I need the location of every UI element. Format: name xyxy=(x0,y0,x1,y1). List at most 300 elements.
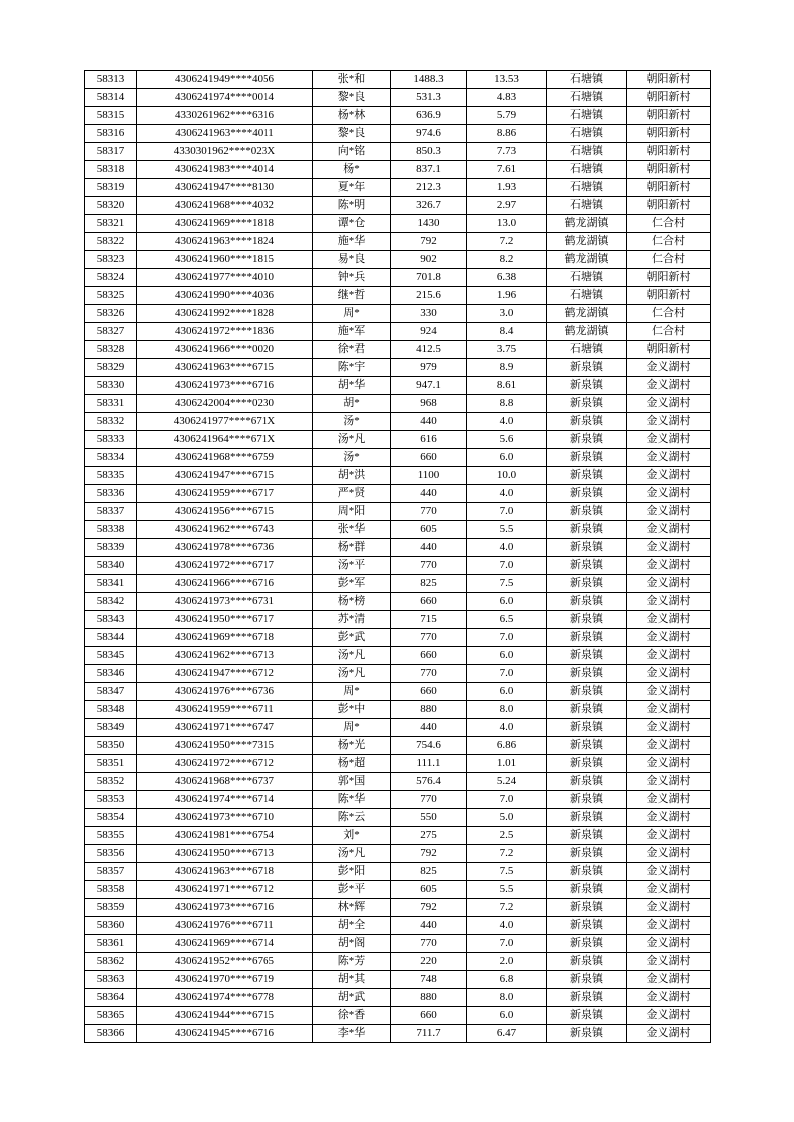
cell-rate: 7.0 xyxy=(467,791,547,809)
table-row xyxy=(85,647,711,665)
cell-rate: 4.83 xyxy=(467,89,547,107)
cell-village: 金义湖村 xyxy=(627,827,711,845)
cell-rate: 2.97 xyxy=(467,197,547,215)
cell-name: 徐*香 xyxy=(313,1007,391,1025)
cell-rate: 6.38 xyxy=(467,269,547,287)
cell-town: 石塘镇 xyxy=(547,179,627,197)
table-row xyxy=(85,395,711,413)
cell-village: 金义湖村 xyxy=(627,683,711,701)
cell-rate: 6.47 xyxy=(467,1025,547,1043)
cell-id: 4306241983****4014 xyxy=(137,161,313,179)
cell-amount: 792 xyxy=(391,845,467,863)
cell-amount: 412.5 xyxy=(391,341,467,359)
cell-amount: 792 xyxy=(391,233,467,251)
cell-id: 4306241947****6715 xyxy=(137,467,313,485)
cell-rate: 6.5 xyxy=(467,611,547,629)
cell-rate: 7.2 xyxy=(467,845,547,863)
cell-town: 新泉镇 xyxy=(547,701,627,719)
cell-amount: 974.6 xyxy=(391,125,467,143)
cell-village: 金义湖村 xyxy=(627,647,711,665)
cell-amount: 1430 xyxy=(391,215,467,233)
cell-seq: 58331 xyxy=(85,395,137,413)
cell-village: 仁合村 xyxy=(627,305,711,323)
data-table xyxy=(84,70,711,1043)
cell-village: 金义湖村 xyxy=(627,395,711,413)
cell-id: 4306241973****6716 xyxy=(137,899,313,917)
table-row xyxy=(85,593,711,611)
cell-rate: 4.0 xyxy=(467,539,547,557)
cell-id: 4306241964****671X xyxy=(137,431,313,449)
cell-name: 郭*国 xyxy=(313,773,391,791)
cell-seq: 58324 xyxy=(85,269,137,287)
cell-rate: 7.5 xyxy=(467,575,547,593)
cell-rate: 1.96 xyxy=(467,287,547,305)
cell-id: 4306241963****4011 xyxy=(137,125,313,143)
cell-amount: 701.8 xyxy=(391,269,467,287)
cell-seq: 58313 xyxy=(85,71,137,89)
cell-name: 汤* xyxy=(313,449,391,467)
cell-name: 胡* xyxy=(313,395,391,413)
cell-seq: 58330 xyxy=(85,377,137,395)
cell-town: 新泉镇 xyxy=(547,863,627,881)
table-row xyxy=(85,305,711,323)
table-row xyxy=(85,377,711,395)
cell-rate: 7.61 xyxy=(467,161,547,179)
cell-name: 刘* xyxy=(313,827,391,845)
cell-amount: 770 xyxy=(391,557,467,575)
cell-rate: 3.75 xyxy=(467,341,547,359)
cell-id: 4306241949****4056 xyxy=(137,71,313,89)
cell-seq: 58336 xyxy=(85,485,137,503)
cell-village: 金义湖村 xyxy=(627,1025,711,1043)
cell-name: 杨*林 xyxy=(313,107,391,125)
cell-village: 朝阳新村 xyxy=(627,125,711,143)
cell-rate: 6.0 xyxy=(467,1007,547,1025)
cell-town: 石塘镇 xyxy=(547,269,627,287)
cell-id: 4306241974****0014 xyxy=(137,89,313,107)
cell-village: 金义湖村 xyxy=(627,845,711,863)
cell-village: 金义湖村 xyxy=(627,467,711,485)
table-row xyxy=(85,161,711,179)
cell-rate: 7.0 xyxy=(467,629,547,647)
cell-amount: 902 xyxy=(391,251,467,269)
cell-id: 4306241952****6765 xyxy=(137,953,313,971)
cell-name: 杨*超 xyxy=(313,755,391,773)
cell-seq: 58362 xyxy=(85,953,137,971)
cell-rate: 10.0 xyxy=(467,467,547,485)
cell-name: 彭*中 xyxy=(313,701,391,719)
cell-seq: 58359 xyxy=(85,899,137,917)
table-row xyxy=(85,287,711,305)
cell-rate: 7.0 xyxy=(467,665,547,683)
table-row xyxy=(85,557,711,575)
table-row xyxy=(85,737,711,755)
cell-seq: 58333 xyxy=(85,431,137,449)
cell-seq: 58339 xyxy=(85,539,137,557)
cell-id: 4306241969****1818 xyxy=(137,215,313,233)
cell-rate: 5.0 xyxy=(467,809,547,827)
cell-village: 金义湖村 xyxy=(627,539,711,557)
cell-id: 4306241966****0020 xyxy=(137,341,313,359)
cell-name: 陈*宇 xyxy=(313,359,391,377)
table-row xyxy=(85,989,711,1007)
cell-id: 4306241972****6712 xyxy=(137,755,313,773)
cell-id: 4306241947****8130 xyxy=(137,179,313,197)
cell-name: 陈*华 xyxy=(313,791,391,809)
cell-id: 4306241972****6717 xyxy=(137,557,313,575)
cell-name: 胡*阁 xyxy=(313,935,391,953)
cell-name: 黎*良 xyxy=(313,125,391,143)
cell-village: 金义湖村 xyxy=(627,575,711,593)
table-row xyxy=(85,71,711,89)
table-row xyxy=(85,701,711,719)
cell-seq: 58344 xyxy=(85,629,137,647)
cell-amount: 825 xyxy=(391,863,467,881)
cell-amount: 275 xyxy=(391,827,467,845)
cell-seq: 58363 xyxy=(85,971,137,989)
cell-rate: 5.5 xyxy=(467,881,547,899)
cell-town: 新泉镇 xyxy=(547,359,627,377)
cell-village: 仁合村 xyxy=(627,215,711,233)
cell-seq: 58357 xyxy=(85,863,137,881)
cell-amount: 215.6 xyxy=(391,287,467,305)
cell-village: 仁合村 xyxy=(627,251,711,269)
cell-village: 金义湖村 xyxy=(627,1007,711,1025)
cell-name: 施*军 xyxy=(313,323,391,341)
cell-amount: 850.3 xyxy=(391,143,467,161)
cell-amount: 440 xyxy=(391,539,467,557)
cell-rate: 8.0 xyxy=(467,701,547,719)
cell-amount: 748 xyxy=(391,971,467,989)
cell-name: 张*和 xyxy=(313,71,391,89)
cell-id: 4306241981****6754 xyxy=(137,827,313,845)
cell-seq: 58322 xyxy=(85,233,137,251)
table-row xyxy=(85,179,711,197)
cell-id: 4306241963****1824 xyxy=(137,233,313,251)
cell-seq: 58337 xyxy=(85,503,137,521)
cell-id: 4306241978****6736 xyxy=(137,539,313,557)
cell-name: 汤*凡 xyxy=(313,647,391,665)
cell-village: 朝阳新村 xyxy=(627,107,711,125)
cell-village: 金义湖村 xyxy=(627,863,711,881)
table-row xyxy=(85,323,711,341)
cell-amount: 440 xyxy=(391,485,467,503)
cell-name: 周* xyxy=(313,305,391,323)
cell-id: 4306241944****6715 xyxy=(137,1007,313,1025)
table-row xyxy=(85,341,711,359)
cell-name: 汤*平 xyxy=(313,557,391,575)
cell-seq: 58340 xyxy=(85,557,137,575)
cell-rate: 5.79 xyxy=(467,107,547,125)
cell-village: 朝阳新村 xyxy=(627,269,711,287)
cell-id: 4306241959****6711 xyxy=(137,701,313,719)
cell-amount: 660 xyxy=(391,647,467,665)
cell-amount: 1100 xyxy=(391,467,467,485)
cell-amount: 880 xyxy=(391,701,467,719)
cell-town: 新泉镇 xyxy=(547,971,627,989)
cell-rate: 5.5 xyxy=(467,521,547,539)
cell-town: 新泉镇 xyxy=(547,881,627,899)
cell-amount: 660 xyxy=(391,593,467,611)
cell-town: 新泉镇 xyxy=(547,503,627,521)
table-row xyxy=(85,233,711,251)
table-row xyxy=(85,215,711,233)
cell-village: 金义湖村 xyxy=(627,557,711,575)
cell-seq: 58332 xyxy=(85,413,137,431)
cell-id: 4306241962****6713 xyxy=(137,647,313,665)
table-row xyxy=(85,611,711,629)
cell-town: 新泉镇 xyxy=(547,917,627,935)
table-row xyxy=(85,755,711,773)
cell-village: 朝阳新村 xyxy=(627,161,711,179)
cell-seq: 58354 xyxy=(85,809,137,827)
cell-town: 石塘镇 xyxy=(547,197,627,215)
cell-seq: 58353 xyxy=(85,791,137,809)
cell-id: 4306241962****6743 xyxy=(137,521,313,539)
cell-town: 新泉镇 xyxy=(547,557,627,575)
cell-id: 4306241956****6715 xyxy=(137,503,313,521)
cell-name: 彭*阳 xyxy=(313,863,391,881)
table-row xyxy=(85,485,711,503)
cell-seq: 58341 xyxy=(85,575,137,593)
table-row xyxy=(85,575,711,593)
table-row xyxy=(85,539,711,557)
cell-seq: 58317 xyxy=(85,143,137,161)
cell-seq: 58361 xyxy=(85,935,137,953)
cell-seq: 58352 xyxy=(85,773,137,791)
cell-name: 胡*全 xyxy=(313,917,391,935)
cell-rate: 6.0 xyxy=(467,683,547,701)
cell-rate: 2.0 xyxy=(467,953,547,971)
cell-rate: 7.73 xyxy=(467,143,547,161)
cell-town: 新泉镇 xyxy=(547,935,627,953)
cell-name: 周*阳 xyxy=(313,503,391,521)
cell-seq: 58329 xyxy=(85,359,137,377)
cell-name: 杨*榜 xyxy=(313,593,391,611)
cell-village: 金义湖村 xyxy=(627,881,711,899)
cell-rate: 6.8 xyxy=(467,971,547,989)
cell-amount: 576.4 xyxy=(391,773,467,791)
cell-village: 金义湖村 xyxy=(627,593,711,611)
cell-village: 金义湖村 xyxy=(627,719,711,737)
cell-name: 林*辉 xyxy=(313,899,391,917)
cell-rate: 7.0 xyxy=(467,935,547,953)
cell-village: 金义湖村 xyxy=(627,521,711,539)
cell-name: 夏*年 xyxy=(313,179,391,197)
cell-town: 新泉镇 xyxy=(547,899,627,917)
cell-seq: 58323 xyxy=(85,251,137,269)
cell-seq: 58328 xyxy=(85,341,137,359)
cell-town: 新泉镇 xyxy=(547,737,627,755)
cell-rate: 6.86 xyxy=(467,737,547,755)
cell-village: 金义湖村 xyxy=(627,809,711,827)
cell-amount: 947.1 xyxy=(391,377,467,395)
cell-rate: 8.2 xyxy=(467,251,547,269)
cell-rate: 6.0 xyxy=(467,647,547,665)
table-row xyxy=(85,359,711,377)
cell-seq: 58358 xyxy=(85,881,137,899)
cell-rate: 4.0 xyxy=(467,413,547,431)
cell-seq: 58335 xyxy=(85,467,137,485)
cell-town: 鹤龙湖镇 xyxy=(547,233,627,251)
cell-amount: 1488.3 xyxy=(391,71,467,89)
table-row xyxy=(85,791,711,809)
cell-id: 4306241963****6715 xyxy=(137,359,313,377)
cell-rate: 2.5 xyxy=(467,827,547,845)
cell-rate: 13.53 xyxy=(467,71,547,89)
cell-rate: 6.0 xyxy=(467,449,547,467)
cell-seq: 58364 xyxy=(85,989,137,1007)
cell-town: 新泉镇 xyxy=(547,791,627,809)
cell-amount: 212.3 xyxy=(391,179,467,197)
table-row xyxy=(85,143,711,161)
cell-amount: 837.1 xyxy=(391,161,467,179)
table-row xyxy=(85,665,711,683)
cell-town: 新泉镇 xyxy=(547,647,627,665)
cell-id: 4306241968****4032 xyxy=(137,197,313,215)
cell-amount: 440 xyxy=(391,917,467,935)
cell-id: 4306241950****6717 xyxy=(137,611,313,629)
cell-amount: 770 xyxy=(391,629,467,647)
cell-id: 4306241963****6718 xyxy=(137,863,313,881)
table-row xyxy=(85,107,711,125)
cell-id: 4306241974****6714 xyxy=(137,791,313,809)
cell-id: 4306241968****6759 xyxy=(137,449,313,467)
cell-name: 汤*凡 xyxy=(313,431,391,449)
cell-name: 彭*平 xyxy=(313,881,391,899)
cell-rate: 5.24 xyxy=(467,773,547,791)
cell-amount: 220 xyxy=(391,953,467,971)
cell-id: 4306241968****6737 xyxy=(137,773,313,791)
table-row xyxy=(85,827,711,845)
cell-seq: 58360 xyxy=(85,917,137,935)
cell-name: 徐*君 xyxy=(313,341,391,359)
cell-village: 金义湖村 xyxy=(627,899,711,917)
table-row xyxy=(85,449,711,467)
cell-seq: 58318 xyxy=(85,161,137,179)
table-row xyxy=(85,197,711,215)
table-row xyxy=(85,269,711,287)
cell-id: 4306241992****1828 xyxy=(137,305,313,323)
cell-id: 4306241947****6712 xyxy=(137,665,313,683)
cell-seq: 58321 xyxy=(85,215,137,233)
cell-amount: 605 xyxy=(391,521,467,539)
cell-rate: 4.0 xyxy=(467,719,547,737)
cell-village: 金义湖村 xyxy=(627,953,711,971)
table-row xyxy=(85,683,711,701)
cell-id: 4306241971****6747 xyxy=(137,719,313,737)
table-row xyxy=(85,773,711,791)
cell-town: 新泉镇 xyxy=(547,431,627,449)
cell-village: 朝阳新村 xyxy=(627,89,711,107)
cell-name: 周* xyxy=(313,719,391,737)
cell-name: 彭*武 xyxy=(313,629,391,647)
cell-town: 新泉镇 xyxy=(547,485,627,503)
cell-name: 陈*云 xyxy=(313,809,391,827)
cell-town: 新泉镇 xyxy=(547,629,627,647)
cell-town: 新泉镇 xyxy=(547,449,627,467)
cell-amount: 330 xyxy=(391,305,467,323)
cell-id: 4330261962****6316 xyxy=(137,107,313,125)
cell-id: 4306241959****6717 xyxy=(137,485,313,503)
cell-village: 金义湖村 xyxy=(627,935,711,953)
cell-town: 石塘镇 xyxy=(547,143,627,161)
cell-rate: 5.6 xyxy=(467,431,547,449)
cell-amount: 326.7 xyxy=(391,197,467,215)
cell-town: 鹤龙湖镇 xyxy=(547,305,627,323)
cell-amount: 550 xyxy=(391,809,467,827)
cell-seq: 58351 xyxy=(85,755,137,773)
cell-id: 4306242004****0230 xyxy=(137,395,313,413)
cell-amount: 616 xyxy=(391,431,467,449)
cell-id: 4306241971****6712 xyxy=(137,881,313,899)
cell-amount: 968 xyxy=(391,395,467,413)
cell-seq: 58314 xyxy=(85,89,137,107)
cell-amount: 660 xyxy=(391,449,467,467)
cell-name: 胡*洪 xyxy=(313,467,391,485)
cell-town: 石塘镇 xyxy=(547,125,627,143)
cell-seq: 58315 xyxy=(85,107,137,125)
cell-amount: 770 xyxy=(391,503,467,521)
cell-town: 鹤龙湖镇 xyxy=(547,215,627,233)
cell-village: 金义湖村 xyxy=(627,413,711,431)
cell-village: 金义湖村 xyxy=(627,377,711,395)
cell-name: 汤*凡 xyxy=(313,665,391,683)
cell-id: 4306241969****6714 xyxy=(137,935,313,953)
cell-seq: 58326 xyxy=(85,305,137,323)
cell-name: 汤*凡 xyxy=(313,845,391,863)
cell-town: 新泉镇 xyxy=(547,719,627,737)
cell-amount: 711.7 xyxy=(391,1025,467,1043)
cell-id: 4306241973****6710 xyxy=(137,809,313,827)
cell-town: 鹤龙湖镇 xyxy=(547,323,627,341)
table-row xyxy=(85,953,711,971)
cell-village: 金义湖村 xyxy=(627,431,711,449)
cell-amount: 531.3 xyxy=(391,89,467,107)
cell-rate: 8.0 xyxy=(467,989,547,1007)
table-body xyxy=(85,71,711,1043)
cell-town: 石塘镇 xyxy=(547,341,627,359)
cell-seq: 58346 xyxy=(85,665,137,683)
cell-name: 彭*军 xyxy=(313,575,391,593)
cell-name: 胡*华 xyxy=(313,377,391,395)
cell-town: 新泉镇 xyxy=(547,845,627,863)
cell-id: 4306241973****6716 xyxy=(137,377,313,395)
table-row xyxy=(85,719,711,737)
cell-id: 4306241976****6711 xyxy=(137,917,313,935)
cell-amount: 440 xyxy=(391,719,467,737)
cell-name: 胡*武 xyxy=(313,989,391,1007)
table-row xyxy=(85,521,711,539)
cell-village: 朝阳新村 xyxy=(627,71,711,89)
table-row xyxy=(85,1025,711,1043)
cell-id: 4330301962****023X xyxy=(137,143,313,161)
cell-amount: 111.1 xyxy=(391,755,467,773)
cell-town: 新泉镇 xyxy=(547,773,627,791)
cell-id: 4306241966****6716 xyxy=(137,575,313,593)
cell-town: 新泉镇 xyxy=(547,755,627,773)
table-row xyxy=(85,251,711,269)
cell-rate: 1.93 xyxy=(467,179,547,197)
cell-seq: 58334 xyxy=(85,449,137,467)
cell-id: 4306241974****6778 xyxy=(137,989,313,1007)
cell-name: 谭*仓 xyxy=(313,215,391,233)
cell-town: 石塘镇 xyxy=(547,161,627,179)
cell-seq: 58343 xyxy=(85,611,137,629)
table-row xyxy=(85,431,711,449)
cell-town: 新泉镇 xyxy=(547,467,627,485)
cell-village: 金义湖村 xyxy=(627,701,711,719)
